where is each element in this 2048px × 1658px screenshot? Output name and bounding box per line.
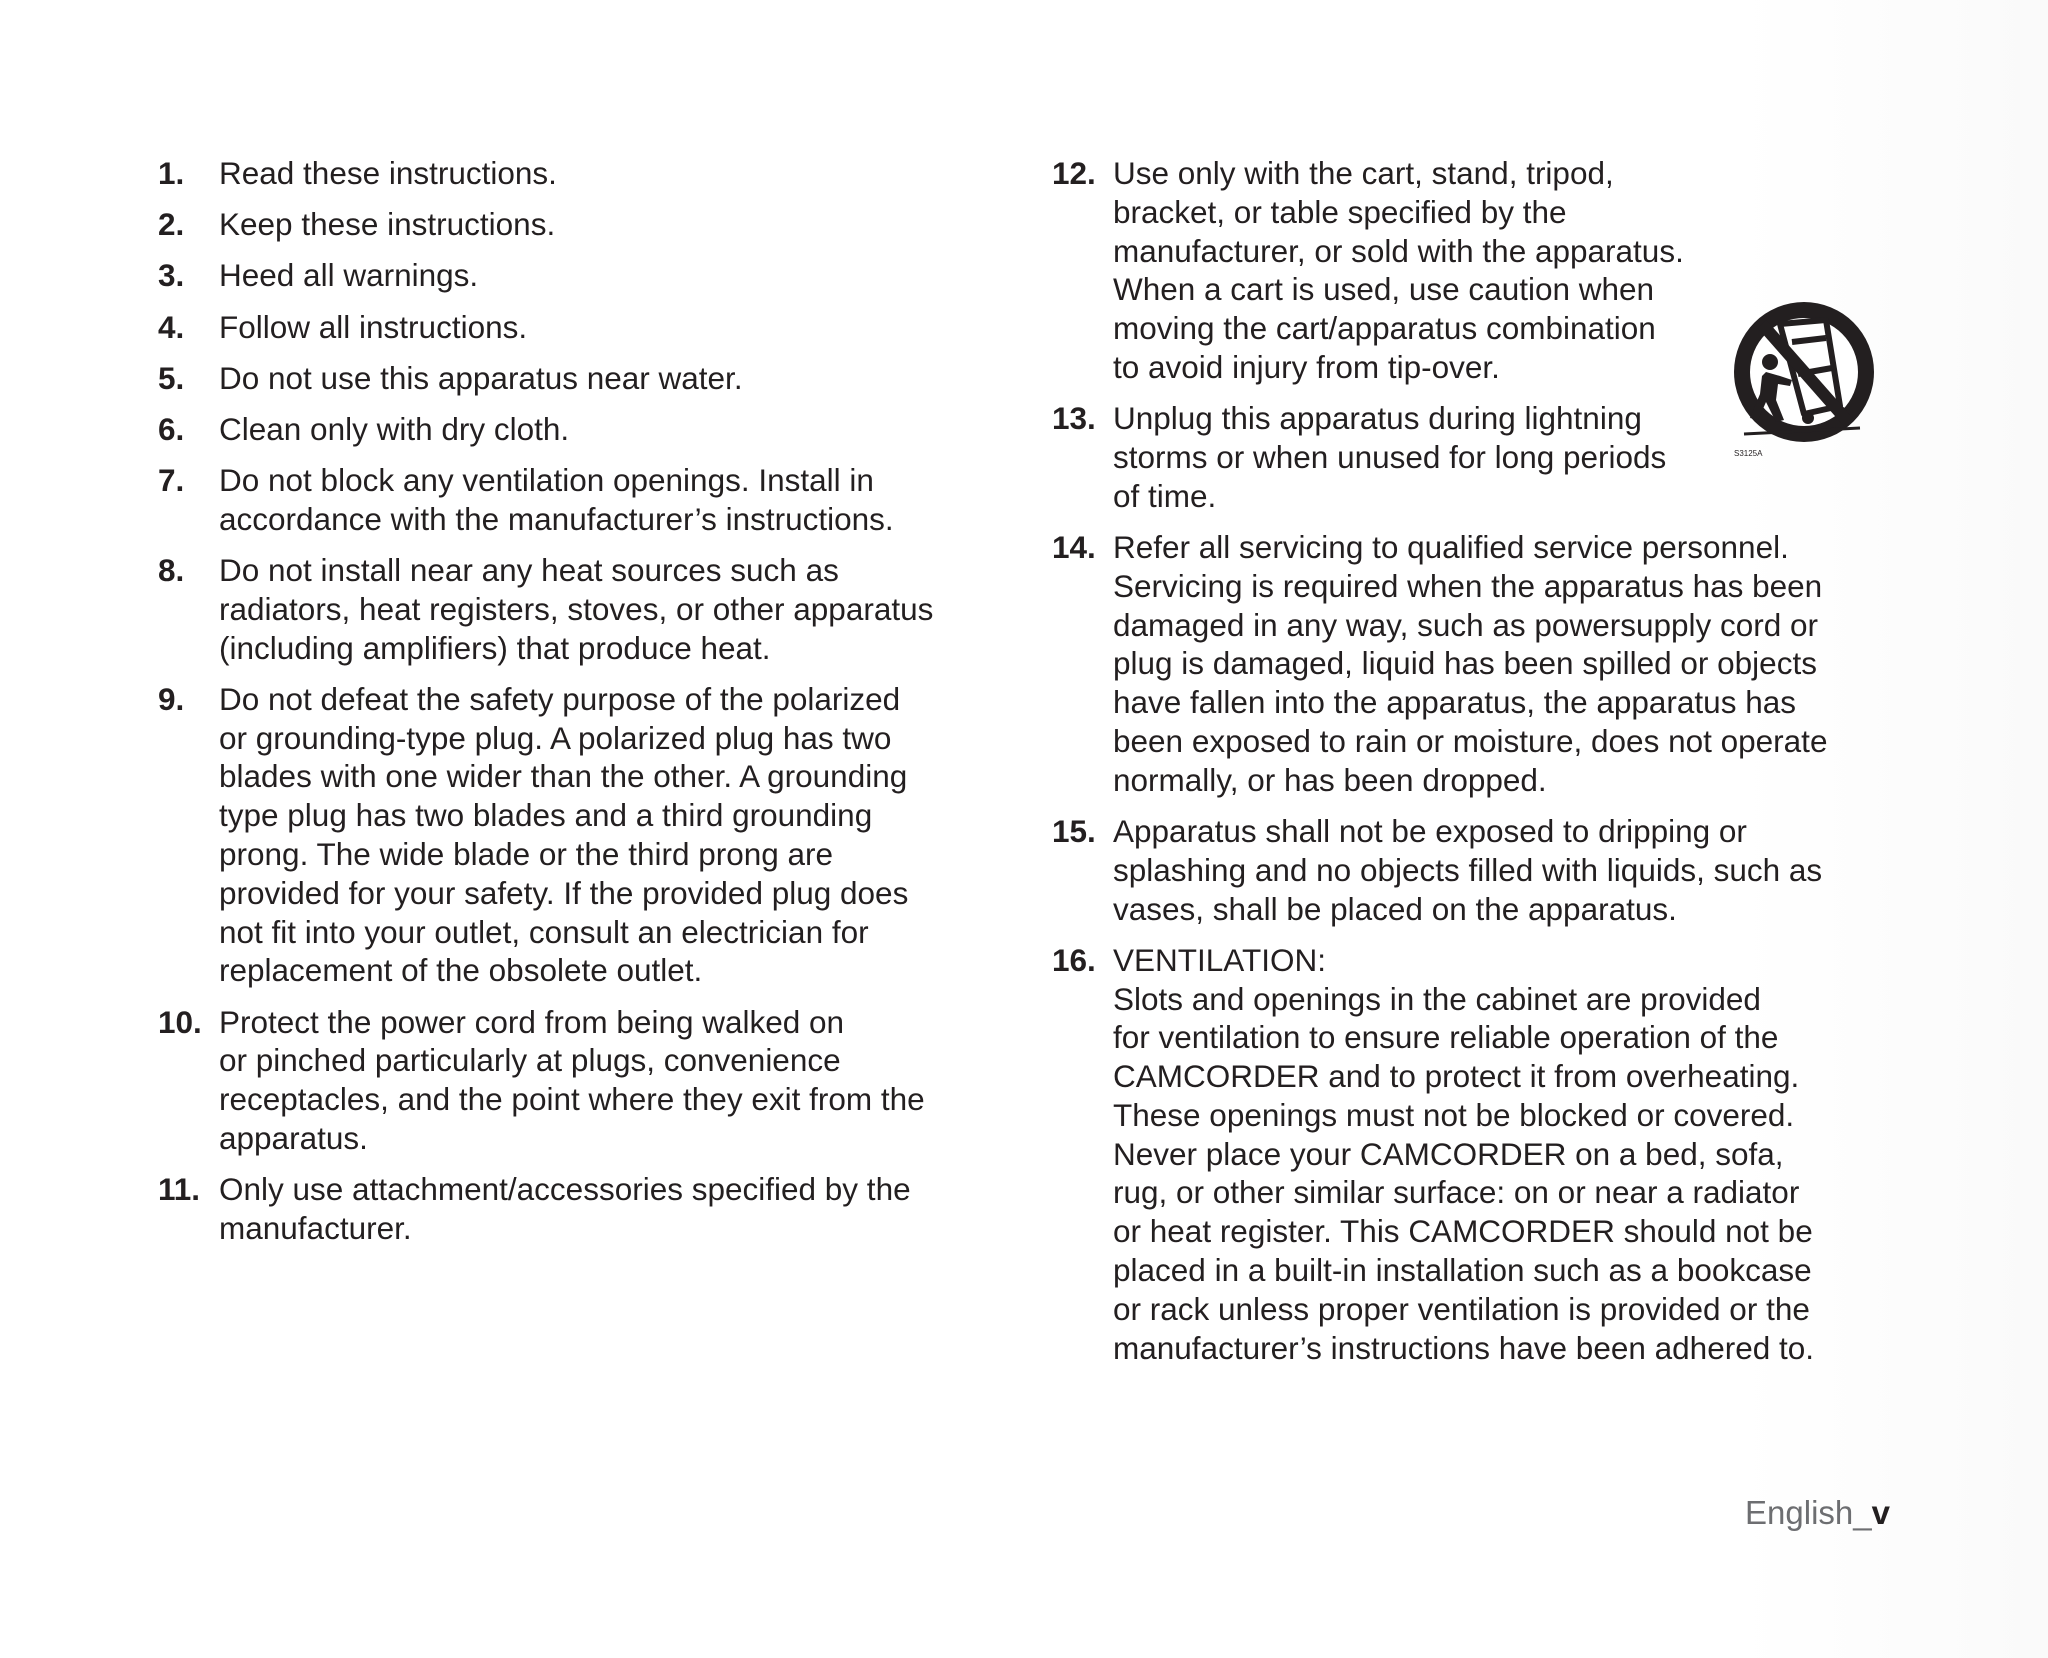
item-text: Use only with the cart, stand, tripod, bracket, or table specified by the manufacturer, or sold with the apparatus. When a cart is used, use caution when moving the cart/apparatus combination to avoid injury from tip-over. — [1113, 155, 1684, 385]
item-number: 5. — [158, 359, 185, 396]
instruction-list-left — [158, 154, 990, 1248]
instruction-item-8 — [158, 551, 990, 667]
item-text: Do not defeat the safety purpose of the polarized or grounding-type plug. A polarized plug has two blades with one wider than the other. A grounding type plug has two blades and a third grounding prong. The wide blade or the third prong are provided for your safety. If the provided plug does not fit into your outlet, consult an electrician for replacement of the obsolete outlet. — [219, 680, 909, 989]
instruction-item-15 — [1052, 812, 1902, 928]
item-number: 1. — [158, 155, 185, 191]
instruction-item-3 — [158, 256, 990, 295]
item-text: Keep these instructions. — [219, 206, 556, 243]
safety-instructions-left-column — [158, 154, 990, 1260]
item-number: 10. — [158, 1003, 202, 1040]
item-text: Only use attachment/accessories specified by the manufacturer. — [219, 1171, 911, 1247]
instruction-item-5 — [158, 359, 990, 398]
item-text: VENTILATION: Slots and openings in the cabinet are provided for ventilation to ensure reliable operation of the CAMCORDER and to protect it from overheating. These openings must not be blocked or covered. Never place your CAMCORDER on a bed, sofa, rug, or other similar surface: on or near a radiator or heat register. This CAMCORDER should not be placed in a built-in installation such as a bookcase or rack unless proper ventilation is provided or the manufacturer’s instructions have been adhered to. — [1113, 941, 1815, 1366]
instruction-item-6 — [158, 410, 990, 449]
item-text: Clean only with dry cloth. — [219, 410, 570, 447]
item-text: Follow all instructions. — [219, 308, 528, 345]
item-text: Unplug this apparatus during lightning storms or when unused for long periods of time. — [1113, 400, 1667, 514]
item-number: 11. — [158, 1171, 201, 1208]
item-number: 16. — [1052, 941, 1096, 978]
item-number: 8. — [158, 552, 185, 589]
item-text: Do not block any ventilation openings. Install in accordance with the manufacturer’s instructions. — [219, 462, 894, 537]
item-text: Do not install near any heat sources such as radiators, heat registers, stoves, or other apparatus (including amplifiers) that produce heat. — [219, 552, 934, 666]
item-number: 12. — [1052, 155, 1096, 191]
footer-language: English_ — [1745, 1494, 1872, 1531]
symbol-code: S3125A — [1734, 449, 1763, 458]
item-text: Do not use this apparatus near water. — [219, 359, 743, 396]
item-text: Read these instructions. — [219, 155, 557, 191]
item-number: 6. — [158, 410, 185, 447]
item-number: 2. — [158, 206, 185, 243]
item-text: Heed all warnings. — [219, 257, 479, 294]
item-number: 3. — [158, 257, 185, 294]
item-text: Protect the power cord from being walked on or pinched particularly at plugs, convenience receptacles, and the point where they exit from the apparatus. — [219, 1003, 925, 1157]
item-number: 15. — [1052, 812, 1096, 849]
instruction-item-2 — [158, 205, 990, 244]
item-number: 4. — [158, 308, 185, 345]
cart-tip-over-warning-icon — [1722, 302, 1882, 462]
page-number: v — [1871, 1494, 1890, 1531]
instruction-item-16 — [1052, 941, 1902, 1368]
instruction-item-14 — [1052, 528, 1902, 800]
item-number: 14. — [1052, 528, 1096, 565]
item-number: 9. — [158, 680, 185, 717]
item-text: Refer all servicing to qualified service personnel. Servicing is required when the apparatus has been damaged in any way, such as powersupply cord or plug is damaged, liquid has been spilled or objects have fallen into the apparatus, the apparatus has been exposed to rain or moisture, does not operate normally, or has been dropped. — [1113, 528, 1828, 798]
instruction-item-11 — [158, 1170, 990, 1248]
instruction-item-7 — [158, 461, 990, 539]
instruction-item-10 — [158, 1003, 990, 1158]
item-text: Apparatus shall not be exposed to dripping or splashing and no objects filled with liquids, such as vases, shall be placed on the apparatus. — [1113, 812, 1823, 927]
instruction-item-1 — [158, 154, 990, 193]
instruction-item-9 — [158, 680, 990, 990]
page-footer — [1745, 1494, 1890, 1532]
item-number: 13. — [1052, 400, 1096, 437]
item-number: 7. — [158, 462, 185, 499]
instruction-item-4 — [158, 308, 990, 347]
